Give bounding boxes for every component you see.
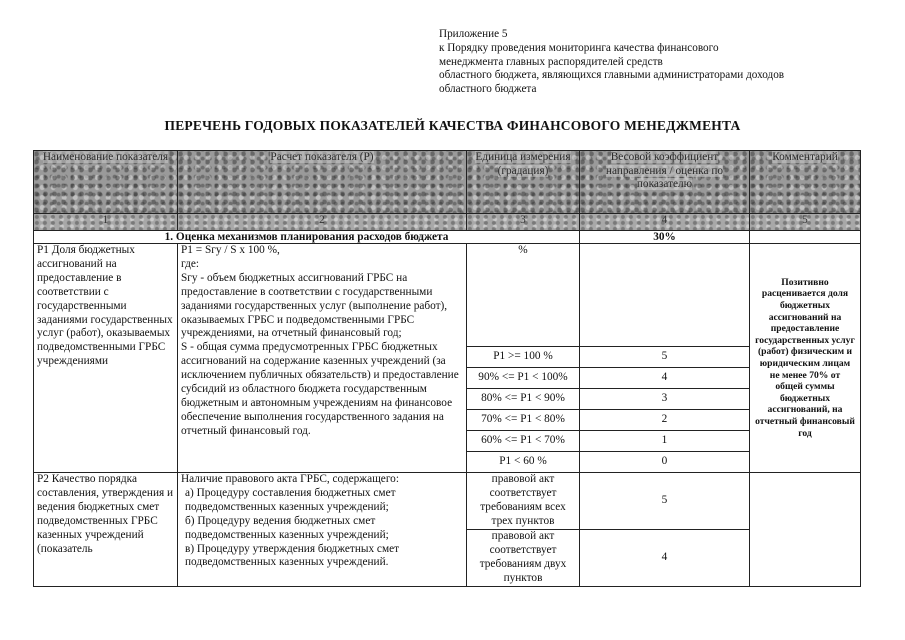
appendix-line: областного бюджета, являющихся главными администраторами доходов [439, 69, 785, 82]
section-weight: 30% [580, 231, 750, 244]
appendix-line: менеджмента главных распорядителей средств [439, 55, 663, 68]
p1-weight-empty [580, 244, 750, 347]
p1-formula: P1 = Sгу / S x 100 %, [181, 244, 280, 256]
grade-range: P1 < 60 % [467, 452, 580, 473]
column-number: 4 [580, 214, 750, 231]
p2-item-a: а) Процедуру составления бюджетных смет подведомственных казенных учреждений; [185, 486, 396, 513]
grade-score: 1 [580, 431, 750, 452]
document-title: ПЕРЕЧЕНЬ ГОДОВЫХ ПОКАЗАТЕЛЕЙ КАЧЕСТВА ФИНАНСОВОГО МЕНЕДЖМЕНТА [164, 118, 741, 133]
p2-intro: Наличие правового акта ГРБС, содержащего: [181, 473, 399, 485]
grade-range: правовой акт соответствует требованиям всех трех пунктов [467, 473, 580, 530]
grade-range: 90% <= P1 < 100% [467, 368, 580, 389]
grade-score: 0 [580, 452, 750, 473]
p1-def-sgu: Sгу - объем бюджетных ассигнований ГРБС на предоставление в соответствии с государственными заданиями государственных услуг (выполнение работ), оказываемых ГРБС и подведомственными ГРБС учреждениями, на отчетный финансовый год; [181, 271, 448, 340]
header-weight: Весовой коэффициент направления / оценка по показателю [580, 151, 750, 214]
p1-where: где: [181, 257, 199, 270]
section-comment-empty [750, 231, 861, 244]
grade-score: 2 [580, 410, 750, 431]
grade-score: 4 [580, 530, 750, 587]
header-indicator-name: Наименование показателя [34, 151, 178, 214]
column-number: 1 [34, 214, 178, 231]
grade-range: правовой акт соответствует требованиям двух пунктов [467, 530, 580, 587]
section-row [34, 231, 861, 244]
grade-score: 5 [580, 473, 750, 530]
section-title: 1. Оценка механизмов планирования расходов бюджета [34, 231, 580, 244]
p1-unit: % [467, 244, 580, 347]
p2-item-b: б) Процедуру ведения бюджетных смет подведомственных казенных учреждений; [185, 514, 389, 541]
column-number: 2 [178, 214, 467, 231]
header-unit: Единица измерения (градация) [467, 151, 580, 214]
appendix-line: к Порядку проведения мониторинга качества финансового [439, 41, 719, 54]
p2-item-c: в) Процедуру утверждения бюджетных смет подведомственных казенных учреждений. [185, 542, 400, 569]
column-number: 5 [750, 214, 861, 231]
p1-comment: Позитивно расценивается доля бюджетных ассигнований на предоставление государственных услуг (работ) физическим и юридическим лицам не менее 70% от общей суммы бюджетных ассигнований, на отчетный финансовый год [750, 244, 861, 473]
p2-comment-empty [750, 473, 861, 587]
grade-score: 3 [580, 389, 750, 410]
indicators-table [33, 150, 861, 587]
table-row-p1 [34, 244, 861, 347]
appendix-line: Приложение 5 [439, 28, 508, 40]
grade-range: 60% <= P1 < 70% [467, 431, 580, 452]
p1-def-s: S - общая сумма предусмотренных ГРБС бюджетных ассигнований на содержание казенных учреждений (за исключением публичных обязательств) и предоставление субсидий из областного бюджета государственным бюджетным и автономным учреждениям на финансовое обеспечение выполнения государственного задания на отчетный финансовый год. [181, 341, 459, 437]
grade-range: 80% <= P1 < 90% [467, 389, 580, 410]
table-header-row [34, 151, 861, 214]
p2-calculation [178, 473, 467, 587]
grade-score: 5 [580, 347, 750, 368]
column-number: 3 [467, 214, 580, 231]
grade-score: 4 [580, 368, 750, 389]
table-row-p2 [34, 473, 861, 530]
p1-calculation [178, 244, 467, 473]
p1-name: P1 Доля бюджетных ассигнований на предоставление в соответствии с государственными заданиями государственных услуг (работ), оказываемых подведомственными ГРБС учреждениями [34, 244, 178, 473]
column-numbers-row [34, 214, 861, 231]
grade-range: 70% <= P1 < 80% [467, 410, 580, 431]
p2-name: P2 Качество порядка составления, утверждения и ведения бюджетных смет подведомственных ГРБС казенных учреждений (показатель [34, 473, 178, 587]
header-calculation: Расчет показателя (P) [178, 151, 467, 214]
header-comment: Комментарий [750, 151, 861, 214]
appendix-header [439, 28, 784, 97]
grade-range: P1 >= 100 % [467, 347, 580, 368]
appendix-line: областного бюджета [439, 83, 537, 96]
